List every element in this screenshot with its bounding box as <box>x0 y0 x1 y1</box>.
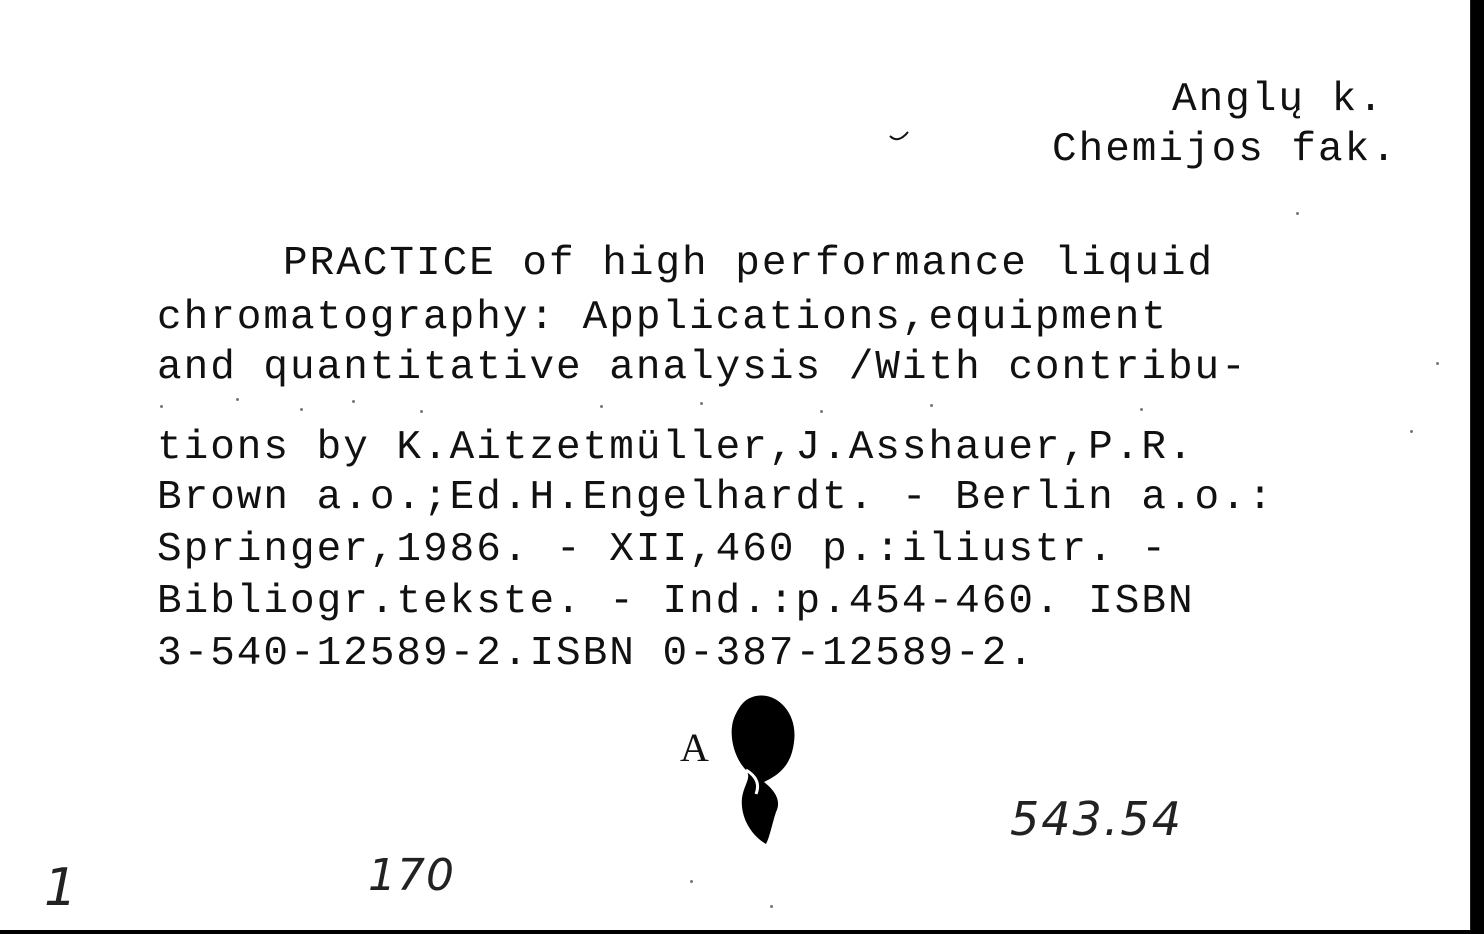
handwritten-shelf-number: 543.54 <box>1010 792 1183 846</box>
ink-speck <box>1296 212 1299 215</box>
entry-line-7: Bibliogr.tekste. - Ind.:p.454-460. ISBN <box>157 579 1195 625</box>
entry-line-8: 3-540-12589-2.ISBN 0-387-12589-2. <box>157 631 1035 677</box>
ink-speck <box>770 905 773 908</box>
ink-mark <box>888 128 912 144</box>
ink-blot <box>716 690 806 850</box>
ink-speck <box>352 400 355 403</box>
entry-line-3: and quantitative analysis /With contribu- <box>157 345 1248 391</box>
ink-speck <box>1410 430 1413 433</box>
entry-line-5: Brown a.o.;Ed.H.Engelhardt. - Berlin a.o.: <box>157 475 1275 521</box>
ink-speck <box>160 405 163 408</box>
location-language: Anglų k. <box>1172 77 1385 123</box>
handwritten-copies: 1 <box>44 858 78 918</box>
stamp-letter: A <box>680 725 710 770</box>
entry-line-2: chromatography: Applications,equipment <box>157 295 1168 341</box>
ink-speck <box>820 410 823 413</box>
ink-speck <box>1436 362 1439 365</box>
ink-speck <box>1140 408 1143 411</box>
entry-line-6: Springer,1986. - XII,460 p.:iliustr. - <box>157 527 1168 573</box>
ink-speck <box>690 880 693 883</box>
ink-speck <box>700 402 703 405</box>
ink-speck <box>236 398 239 401</box>
ink-speck <box>300 408 303 411</box>
location-faculty: Chemijos fak. <box>1052 127 1398 173</box>
ink-speck <box>420 410 423 413</box>
handwritten-count: 170 <box>368 850 455 901</box>
entry-line-1: PRACTICE of high performance liquid <box>283 241 1215 287</box>
ink-speck <box>600 405 603 408</box>
entry-line-4: tions by K.Aitzetmüller,J.Asshauer,P.R. <box>157 425 1195 471</box>
ink-speck <box>930 404 933 407</box>
